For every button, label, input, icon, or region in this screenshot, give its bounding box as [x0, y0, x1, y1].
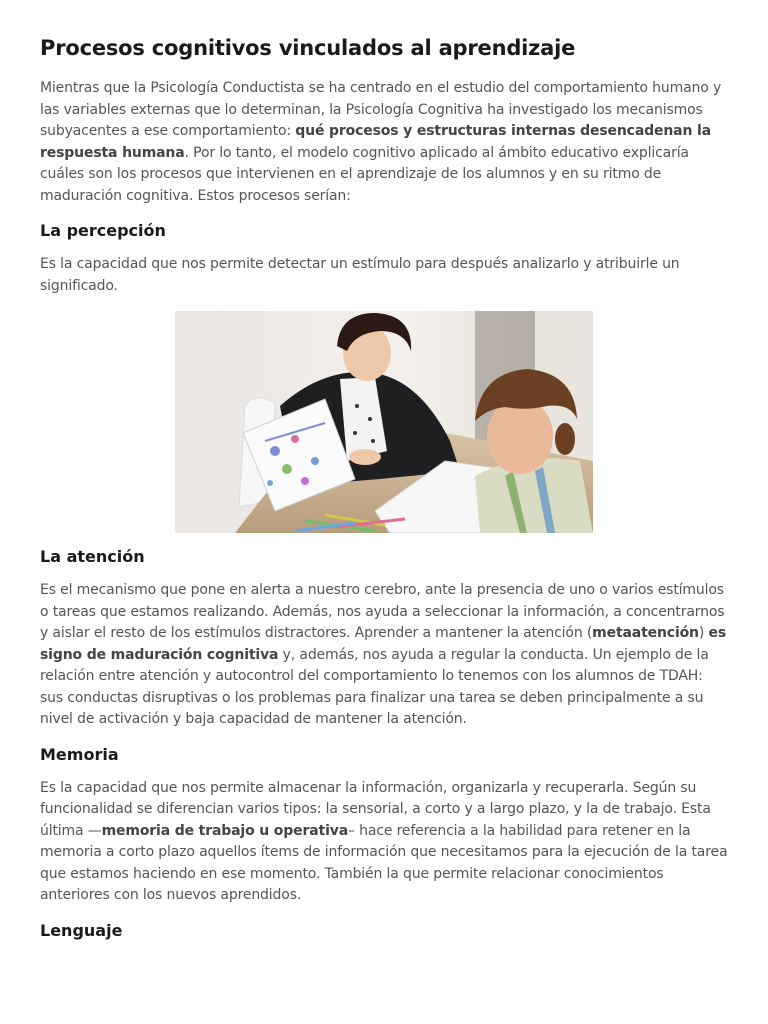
heading-percepcion: La percepción — [40, 221, 166, 240]
photo-boy-face — [487, 398, 553, 474]
intro-text-2: . Por lo tanto, el modelo cognitivo aplicado al ámbito educativo explicaría cuáles son los procesos que intervienen en el aprendizaje de los alumnos y en su ritmo de maduración cognitiva. Estos procesos serían: — [40, 144, 689, 204]
heading-lenguaje: Lenguaje — [40, 920, 123, 940]
intro-text-1: Mientras que la Psicología Conductista se ha centrado en el estudio del comportamiento humano y las variables externas que lo determinan, la Psicología Cognitiva ha investigado los mecanismos subyacentes a ese comportamiento: — [40, 80, 722, 139]
atencion-text-3: y, además, nos ayuda a regular la conducta. Un ejemplo de la relación entre atención y autocontrol del comportamiento lo tenemos con los alumnos de TDAH: sus conductas disruptivas o los problemas para finalizar una tarea se deben principalmente a su nivel de activación y baja capacidad de mantener la atención. — [40, 646, 709, 727]
intro-bold-1: qué procesos y estructuras internas desencadenan la respuesta humana — [40, 123, 711, 161]
atencion-bold-1: metaatención — [592, 625, 699, 641]
memoria-text-1: Es la capacidad que nos permite almacenar la información, organizarla y recuperarla. Según su funcionalidad se diferencian varios tipos: la sensorial, a corto y a largo plazo, y la de trabajo. Esta última — — [40, 779, 711, 839]
memoria-text-2: – hace referencia a la habilidad para retener en la memoria a corto plazo aquellos ítems de información que necesitamos para la ejecución de la tarea que estamos haciendo en ese momento. También la que permite relacionar conocimientos anteriores con los nuevos aprendidos. — [40, 822, 728, 903]
page-title: Procesos cognitivos vinculados al aprendizaje — [40, 36, 576, 60]
intro-paragraph — [40, 78, 728, 207]
teacher-child-photo — [175, 311, 593, 533]
atencion-bold-2: es signo de maduración cognitiva — [40, 625, 727, 663]
heading-atencion: La atención — [40, 547, 145, 566]
atencion-text-2: ) — [698, 625, 709, 641]
memoria-bold-1: memoria de trabajo u operativa — [101, 822, 349, 839]
percepcion-paragraph: Es la capacidad que nos permite detectar un estímulo para después analizarlo y atribuirle un significado. — [40, 256, 680, 294]
heading-memoria: Memoria — [40, 744, 119, 764]
atencion-paragraph — [40, 580, 728, 731]
atencion-text-1: Es el mecanismo que pone en alerta a nuestro cerebro, ante la presencia de uno o varios estímulos o tareas que estamos realizando. Además, nos ayuda a seleccionar la información, a concentrarnos y aislar el resto de los estímulos distractores. Aprender a mantener la atención ( — [40, 582, 725, 641]
memoria-paragraph — [40, 778, 728, 907]
